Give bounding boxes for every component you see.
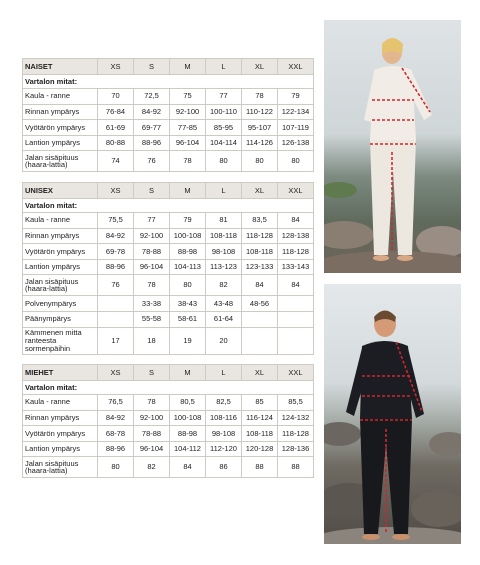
size-column-header: XS <box>98 59 134 75</box>
measurement-value: 78 <box>242 89 278 105</box>
measurement-value <box>242 311 278 327</box>
measurement-value: 61-64 <box>206 311 242 327</box>
table-row <box>23 275 314 296</box>
measurement-value: 76 <box>134 151 170 172</box>
measurement-value: 96-104 <box>170 135 206 151</box>
measurement-value: 98-108 <box>206 244 242 260</box>
measurement-value: 88-96 <box>98 441 134 457</box>
measurement-value: 84 <box>278 213 314 229</box>
measurement-value: 88 <box>242 457 278 478</box>
measurement-value <box>278 296 314 312</box>
measurement-value: 88-96 <box>98 259 134 275</box>
measurement-value: 96-104 <box>134 259 170 275</box>
measurement-value <box>278 311 314 327</box>
table-header-row <box>23 183 314 199</box>
measurement-value: 120-128 <box>242 441 278 457</box>
size-column-header: S <box>134 59 170 75</box>
size-column-header: XXL <box>278 365 314 381</box>
size-column-header: M <box>170 183 206 199</box>
measurement-value: 82 <box>206 275 242 296</box>
table-row <box>23 228 314 244</box>
measurement-value: 126-138 <box>278 135 314 151</box>
measurement-value: 75,5 <box>98 213 134 229</box>
measurement-value: 78-88 <box>134 426 170 442</box>
measurement-value: 58-61 <box>170 311 206 327</box>
table-row <box>23 296 314 312</box>
measurement-value: 79 <box>170 213 206 229</box>
measurement-value: 72,5 <box>134 89 170 105</box>
measurement-value: 104-113 <box>170 259 206 275</box>
measurement-label: Vyötärön ympärys <box>23 244 98 260</box>
measurement-value: 80,5 <box>170 395 206 411</box>
table-row <box>23 244 314 260</box>
measurement-value: 33-38 <box>134 296 170 312</box>
measurement-value <box>98 311 134 327</box>
measurement-value: 85-95 <box>206 120 242 136</box>
measurement-label: Vyötärön ympärys <box>23 120 98 136</box>
measurement-value: 128-136 <box>278 441 314 457</box>
table-row <box>23 259 314 275</box>
measurement-value: 20 <box>206 327 242 354</box>
size-column-header: S <box>134 183 170 199</box>
table-row <box>23 89 314 105</box>
measurement-value: 77 <box>134 213 170 229</box>
measurement-value: 82 <box>134 457 170 478</box>
measurement-value: 123-133 <box>242 259 278 275</box>
section-subtitle: Vartalon mitat: <box>23 75 314 89</box>
measurement-value: 82,5 <box>206 395 242 411</box>
measurement-value: 68-78 <box>98 426 134 442</box>
measurement-value: 133-143 <box>278 259 314 275</box>
measurement-value: 69-77 <box>134 120 170 136</box>
measurement-value: 55-58 <box>134 311 170 327</box>
section-title: MIEHET <box>23 365 98 381</box>
measurement-value: 84-92 <box>134 104 170 120</box>
measurement-label: Rinnan ympärys <box>23 228 98 244</box>
measurement-value <box>98 296 134 312</box>
measurement-value: 61-69 <box>98 120 134 136</box>
subtitle-row <box>23 381 314 395</box>
table-row <box>23 441 314 457</box>
size-column-header: L <box>206 365 242 381</box>
size-table-miehet <box>22 364 314 478</box>
measurement-value: 108-118 <box>242 244 278 260</box>
table-row <box>23 135 314 151</box>
measurement-value: 76 <box>98 275 134 296</box>
measurement-value: 78 <box>170 151 206 172</box>
measurement-value: 92-100 <box>134 228 170 244</box>
measurement-value: 92-100 <box>170 104 206 120</box>
size-table-unisex <box>22 182 314 355</box>
measurement-value: 43-48 <box>206 296 242 312</box>
size-column-header: M <box>170 59 206 75</box>
measurement-value: 88-96 <box>134 135 170 151</box>
table-header-row <box>23 59 314 75</box>
measurement-value <box>242 327 278 354</box>
measurement-value: 84-92 <box>98 410 134 426</box>
measurement-value: 18 <box>134 327 170 354</box>
measurement-value: 108-116 <box>206 410 242 426</box>
section-subtitle: Vartalon mitat: <box>23 381 314 395</box>
measurement-value: 110-122 <box>242 104 278 120</box>
measurement-value: 80 <box>278 151 314 172</box>
measurement-label: Kämmenen mitta ranteesta sormenpäihin <box>23 327 98 354</box>
measurement-value: 88 <box>278 457 314 478</box>
table-row <box>23 120 314 136</box>
measurement-value: 38-43 <box>170 296 206 312</box>
measurement-value: 76,5 <box>98 395 134 411</box>
table-row <box>23 104 314 120</box>
size-column-header: L <box>206 59 242 75</box>
table-row <box>23 410 314 426</box>
size-column-header: XXL <box>278 59 314 75</box>
measurement-value: 116-124 <box>242 410 278 426</box>
measurement-value: 78-88 <box>134 244 170 260</box>
measurement-value: 19 <box>170 327 206 354</box>
measurement-value: 80 <box>206 151 242 172</box>
measurement-label: Kaula - ranne <box>23 213 98 229</box>
measurement-value: 84 <box>278 275 314 296</box>
measurement-value: 69-78 <box>98 244 134 260</box>
measurement-label: Rinnan ympärys <box>23 410 98 426</box>
measurement-value: 124-132 <box>278 410 314 426</box>
men-model-photo <box>324 284 461 544</box>
size-column-header: XXL <box>278 183 314 199</box>
measurement-value: 108-118 <box>206 228 242 244</box>
measurement-label: Kaula - ranne <box>23 395 98 411</box>
measurement-label: Lantion ympärys <box>23 441 98 457</box>
measurement-label: Jalan sisäpituus (haara-lattia) <box>23 151 98 172</box>
measurement-value: 118-128 <box>278 426 314 442</box>
measurement-value: 85 <box>242 395 278 411</box>
measurement-value: 95-107 <box>242 120 278 136</box>
table-row <box>23 426 314 442</box>
measurement-value: 118-128 <box>278 244 314 260</box>
table-row <box>23 311 314 327</box>
measurement-value: 78 <box>134 395 170 411</box>
measurement-value: 85,5 <box>278 395 314 411</box>
size-column-header: XL <box>242 365 278 381</box>
measurement-value: 79 <box>278 89 314 105</box>
measurement-value: 74 <box>98 151 134 172</box>
measurement-value: 80 <box>98 457 134 478</box>
measurement-value: 104-114 <box>206 135 242 151</box>
measurement-value: 107-119 <box>278 120 314 136</box>
measurement-value: 104-112 <box>170 441 206 457</box>
measurement-value: 128-138 <box>278 228 314 244</box>
measurement-value: 76-84 <box>98 104 134 120</box>
measurement-value: 112-120 <box>206 441 242 457</box>
table-row <box>23 327 314 354</box>
size-column-header: S <box>134 365 170 381</box>
subtitle-row <box>23 199 314 213</box>
size-column-header: XS <box>98 365 134 381</box>
measurement-value: 77 <box>206 89 242 105</box>
size-column-header: XL <box>242 183 278 199</box>
measurement-value: 84-92 <box>98 228 134 244</box>
measurement-label: Lantion ympärys <box>23 135 98 151</box>
size-table-naiset <box>22 58 314 172</box>
measurement-value: 83,5 <box>242 213 278 229</box>
measurement-label: Rinnan ympärys <box>23 104 98 120</box>
measurement-value: 96-104 <box>134 441 170 457</box>
measurement-value: 81 <box>206 213 242 229</box>
measurement-value: 84 <box>170 457 206 478</box>
measurement-value: 84 <box>242 275 278 296</box>
section-title: UNISEX <box>23 183 98 199</box>
measurement-value <box>278 327 314 354</box>
size-column-header: XS <box>98 183 134 199</box>
subtitle-row <box>23 75 314 89</box>
measurement-value: 78 <box>134 275 170 296</box>
size-column-header: L <box>206 183 242 199</box>
measurement-label: Polvenympärys <box>23 296 98 312</box>
measurement-value: 118-128 <box>242 228 278 244</box>
measurement-value: 100-110 <box>206 104 242 120</box>
measurement-value: 122-134 <box>278 104 314 120</box>
measurement-value: 108-118 <box>242 426 278 442</box>
measurement-value: 113-123 <box>206 259 242 275</box>
measurement-value: 75 <box>170 89 206 105</box>
section-title: NAISET <box>23 59 98 75</box>
measurement-label: Lantion ympärys <box>23 259 98 275</box>
measurement-value: 80-88 <box>98 135 134 151</box>
measurement-label: Jalan sisäpituus (haara-lattia) <box>23 457 98 478</box>
measurement-label: Vyötärön ympärys <box>23 426 98 442</box>
measurement-value: 92-100 <box>134 410 170 426</box>
measurement-label: Kaula - ranne <box>23 89 98 105</box>
table-header-row <box>23 365 314 381</box>
table-row <box>23 395 314 411</box>
measurement-value: 88-98 <box>170 426 206 442</box>
measurement-value: 48-56 <box>242 296 278 312</box>
measurement-value: 114-126 <box>242 135 278 151</box>
measurement-value: 17 <box>98 327 134 354</box>
table-row <box>23 213 314 229</box>
table-row <box>23 151 314 172</box>
women-model-photo <box>324 20 461 273</box>
measurement-value: 100-108 <box>170 410 206 426</box>
measurement-label: Jalan sisäpituus (haara-lattia) <box>23 275 98 296</box>
table-row <box>23 457 314 478</box>
measurement-value: 80 <box>170 275 206 296</box>
measurement-label: Päänympärys <box>23 311 98 327</box>
measurement-value: 80 <box>242 151 278 172</box>
measurement-value: 86 <box>206 457 242 478</box>
measurement-value: 77-85 <box>170 120 206 136</box>
measurement-value: 88-98 <box>170 244 206 260</box>
size-column-header: XL <box>242 59 278 75</box>
measurement-value: 100-108 <box>170 228 206 244</box>
measurement-value: 98-108 <box>206 426 242 442</box>
size-column-header: M <box>170 365 206 381</box>
measurement-value: 70 <box>98 89 134 105</box>
section-subtitle: Vartalon mitat: <box>23 199 314 213</box>
